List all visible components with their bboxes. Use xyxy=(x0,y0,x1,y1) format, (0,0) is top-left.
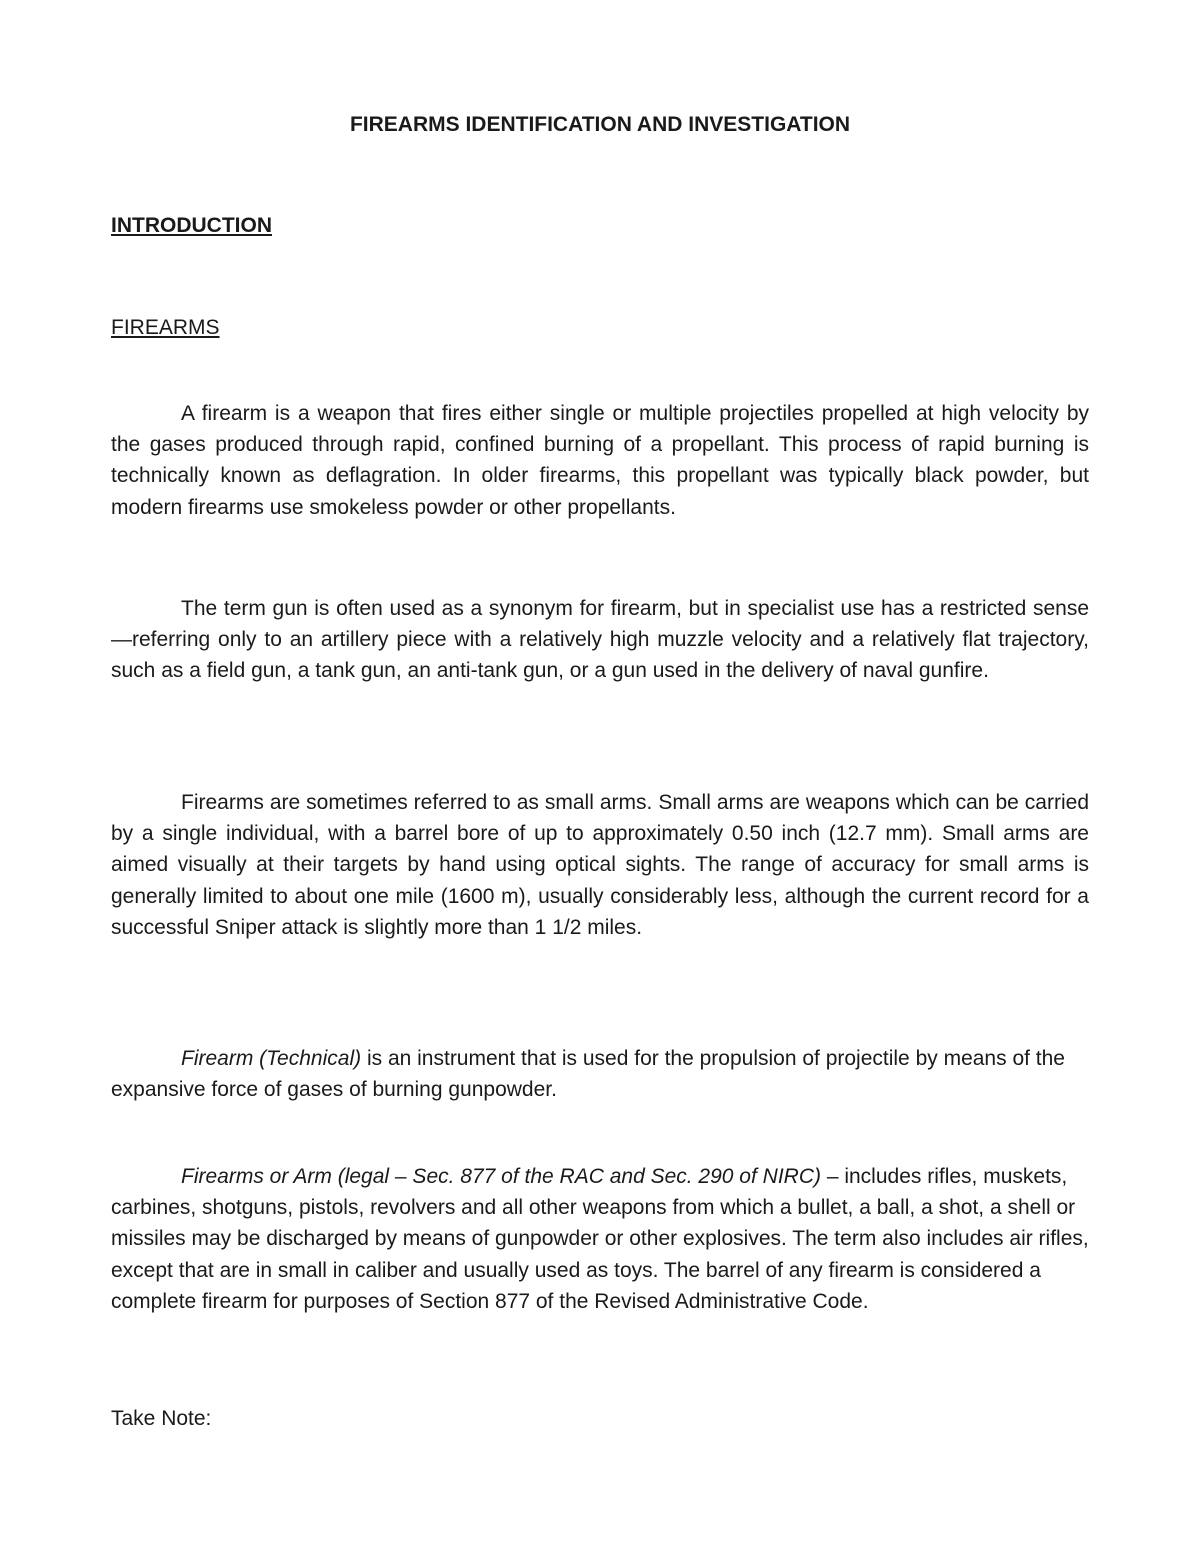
paragraph-text: Firearms are sometimes referred to as small arms. Small arms are weapons which can be carried by a single individual, with a barrel bore of up to approximately 0.50 inch (12.7 mm). Small arms are aimed visually at their targets by hand using optical sights. The range of accuracy for small arms is generally limited to about one mile (1600 m), usually considerably less, although the current record for a successful Sniper attack is slightly more than 1 1/2 miles. xyxy=(111,791,1089,939)
paragraph-firearm-definition xyxy=(111,398,1089,523)
paragraph-text: The term gun is often used as a synonym for firearm, but in specialist use has a restricted sense—referring only to an artillery piece with a relatively high muzzle velocity and a relatively flat trajectory, such as a field gun, a tank gun, an anti-tank gun, or a gun used in the delivery of naval gunfire. xyxy=(111,597,1089,683)
paragraph-small-arms xyxy=(111,787,1089,943)
paragraph-text: A firearm is a weapon that fires either single or multiple projectiles propelled at high velocity by the gases produced through rapid, confined burning of a propellant. This process of rapid burning is technically known as deflagration. In older firearms, this propellant was typically black powder, but modern firearms use smokeless powder or other propellants. xyxy=(111,402,1089,519)
paragraph-text: is an instrument that is used for the propulsion of projectile by means of the expansive force of gases of burning gunpowder. xyxy=(111,1047,1065,1102)
paragraph-text: – includes rifles, muskets, carbines, shotguns, pistols, revolvers and all other weapons from which a bullet, a ball, a shot, a shell or missiles may be discharged by means of gunpowder or other explosives. The term also includes air rifles, except that are in small in caliber and usually used as toys. The barrel of any firearm is considered a complete firearm for purposes of Section 877 of the Revised Administrative Code. xyxy=(111,1165,1089,1313)
paragraph-term-gun xyxy=(111,593,1089,687)
paragraph-firearm-technical xyxy=(111,1043,1089,1105)
term-firearm-technical: Firearm (Technical) xyxy=(181,1047,362,1070)
term-firearm-legal: Firearms or Arm (legal – Sec. 877 of the RAC and Sec. 290 of NIRC) xyxy=(181,1165,821,1188)
section-heading-introduction: INTRODUCTION xyxy=(111,214,272,237)
subheading-firearms: FIREARMS xyxy=(111,316,220,339)
paragraph-firearm-legal xyxy=(111,1161,1089,1317)
take-note-label: Take Note: xyxy=(111,1407,212,1430)
document-title: FIREARMS IDENTIFICATION AND INVESTIGATION xyxy=(349,113,851,136)
